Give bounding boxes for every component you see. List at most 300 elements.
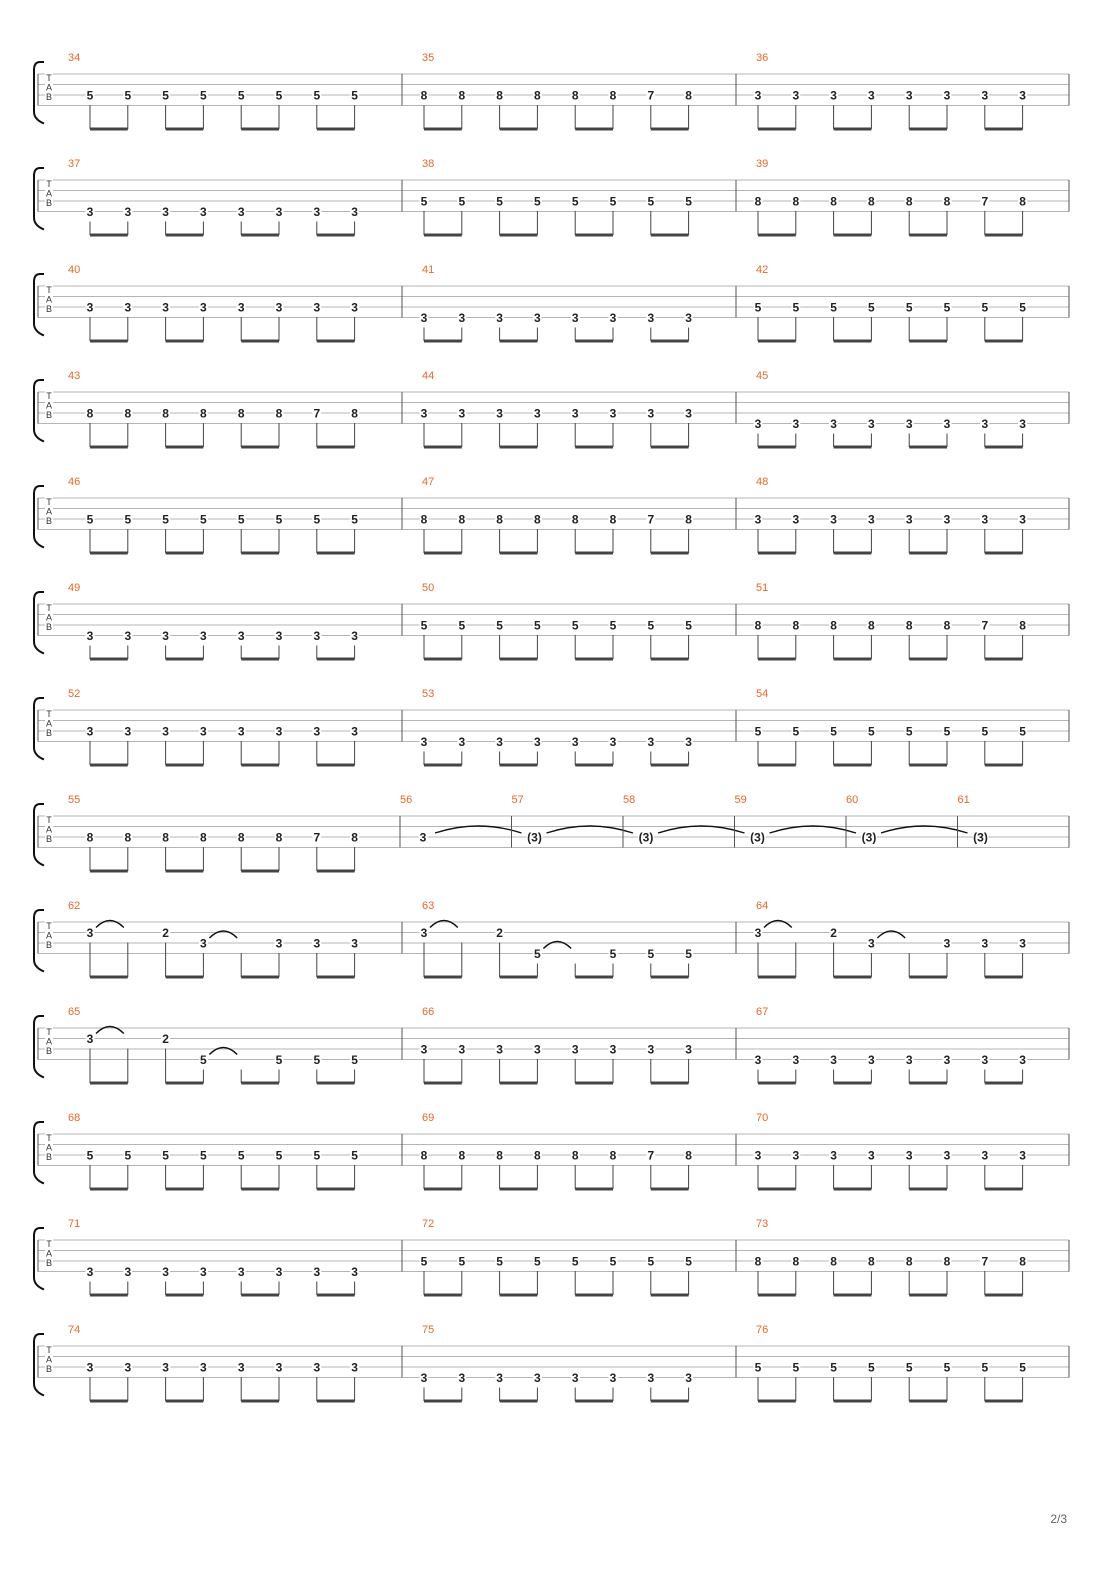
fret-number: 5 <box>534 618 541 633</box>
fret-number: 5 <box>868 300 875 315</box>
system-bracket <box>34 1334 44 1396</box>
fret-number: 5 <box>905 1360 913 1375</box>
fret-number: 7 <box>647 1148 655 1163</box>
fret-number: 5 <box>647 618 655 633</box>
tab-clef-letter: T <box>46 1345 52 1355</box>
fret-number: 8 <box>237 406 245 421</box>
fret-number: 8 <box>534 1148 541 1163</box>
fret-number: 3 <box>647 311 655 325</box>
fret-number: 3 <box>868 936 875 951</box>
fret-number: 3 <box>1019 417 1026 431</box>
fret-number: 3 <box>237 205 245 219</box>
fret-number: 3 <box>1019 1148 1026 1163</box>
tab-clef-letter: A <box>45 824 53 835</box>
fret-number: 3 <box>162 205 169 219</box>
fret-number: 7 <box>647 88 655 103</box>
measure-number: 59 <box>734 794 747 806</box>
fret-number: 8 <box>1019 618 1026 633</box>
fret-number: 8 <box>162 830 169 845</box>
fret-number: 8 <box>420 88 428 103</box>
fret-number: 3 <box>981 88 989 103</box>
fret-number: 3 <box>571 406 579 421</box>
fret-number: 5 <box>647 947 655 961</box>
fret-number: 3 <box>200 300 207 315</box>
measure-number: 60 <box>846 794 859 806</box>
fret-number: 3 <box>458 1042 466 1057</box>
fret-number: 5 <box>351 1053 358 1067</box>
tab-clef-letter: A <box>45 506 53 517</box>
tab-clef-letter: B <box>45 1046 53 1056</box>
measure-number: 38 <box>422 158 435 170</box>
fret-number: 5 <box>351 512 358 527</box>
fret-number: 8 <box>943 194 951 209</box>
fret-number: 8 <box>905 194 913 209</box>
fret-number: 8 <box>830 1254 837 1269</box>
fret-number: 8 <box>86 406 94 421</box>
fret-number: 3 <box>647 406 655 421</box>
fret-number: 3 <box>868 1053 875 1067</box>
fret-number: 3 <box>313 629 321 643</box>
fret-number: 3 <box>905 417 913 431</box>
measure-number: 36 <box>756 52 769 64</box>
fret-number: 7 <box>981 618 989 633</box>
fret-number: 3 <box>313 936 321 951</box>
measure-number: 34 <box>68 52 81 64</box>
tab-clef-letter: T <box>46 285 52 295</box>
fret-number: 5 <box>609 947 617 961</box>
fret-number: 8 <box>237 830 245 845</box>
fret-number: 2 <box>830 926 837 940</box>
fret-number: 3 <box>420 735 428 749</box>
fret-number: 7 <box>981 1254 989 1269</box>
fret-number: 8 <box>943 618 951 633</box>
fret-number: 3 <box>275 205 283 219</box>
fret-number: 3 <box>237 724 245 739</box>
tab-system <box>34 1324 1069 1401</box>
fret-number: 8 <box>534 88 541 103</box>
fret-number: 3 <box>981 417 989 431</box>
fret-number: 8 <box>571 88 579 103</box>
tab-system <box>34 1006 1069 1083</box>
fret-number: 5 <box>754 300 762 315</box>
measure-number: 75 <box>422 1324 435 1336</box>
fret-number: 5 <box>237 512 245 527</box>
fret-number: 3 <box>200 1360 207 1375</box>
fret-number: 8 <box>609 1148 617 1163</box>
fret-number: 8 <box>792 618 800 633</box>
fret-number: 8 <box>792 1254 800 1269</box>
fret-number: 3 <box>685 1371 692 1385</box>
tab-clef-letter: B <box>45 516 53 526</box>
fret-number: 3 <box>496 406 503 421</box>
tab-clef-letter: T <box>46 1133 52 1143</box>
system-bracket <box>34 62 44 124</box>
fret-number: 3 <box>420 1042 428 1057</box>
fret-number: 5 <box>124 1148 132 1163</box>
fret-number: 3 <box>754 88 762 103</box>
tab-clef-letter: A <box>45 400 53 411</box>
fret-number: 5 <box>685 618 692 633</box>
fret-number: 5 <box>124 512 132 527</box>
fret-number: 5 <box>313 88 321 103</box>
tie-arc <box>435 826 522 833</box>
tab-system <box>34 1218 1069 1295</box>
measure-number: 63 <box>422 900 435 912</box>
fret-number: 3 <box>534 735 541 749</box>
measure-number: 55 <box>68 794 81 806</box>
fret-number: 3 <box>351 936 358 951</box>
tab-clef-letter: B <box>45 1364 53 1374</box>
measure-number: 62 <box>68 900 81 912</box>
fret-number: 5 <box>458 618 466 633</box>
tie-arc <box>881 826 968 833</box>
fret-number: 3 <box>351 629 358 643</box>
measure-number: 44 <box>422 370 435 382</box>
measure-number: 50 <box>422 582 435 594</box>
measure-number: 40 <box>68 264 81 276</box>
fret-number: 3 <box>943 88 951 103</box>
fret-number: 8 <box>420 1148 428 1163</box>
fret-number: 3 <box>200 629 207 643</box>
fret-number: 8 <box>351 830 358 845</box>
fret-number: 3 <box>754 926 762 940</box>
fret-number: 3 <box>943 1148 951 1163</box>
measure-number: 70 <box>756 1112 769 1124</box>
fret-number: 3 <box>313 300 321 315</box>
measure-number: 73 <box>756 1218 769 1230</box>
fret-number: 3 <box>86 629 94 643</box>
fret-number: 5 <box>981 300 989 315</box>
fret-number: 3 <box>647 1371 655 1385</box>
tab-clef-letter: T <box>46 921 52 931</box>
fret-number: 8 <box>420 512 428 527</box>
fret-number: 3 <box>275 936 283 951</box>
measure-number: 39 <box>756 158 769 170</box>
fret-number: 5 <box>1019 300 1026 315</box>
fret-number: 5 <box>200 512 207 527</box>
fret-number: 8 <box>200 406 207 421</box>
fret-number: 3 <box>1019 512 1026 527</box>
measure-number: 43 <box>68 370 81 382</box>
fret-number: 3 <box>200 1265 207 1279</box>
fret-number: 3 <box>754 1053 762 1067</box>
fret-number: 3 <box>313 724 321 739</box>
fret-number: 5 <box>571 1254 579 1269</box>
system-bracket <box>34 804 44 866</box>
fret-number: 3 <box>754 417 762 431</box>
fret-number: 3 <box>792 417 800 431</box>
fret-number: 5 <box>237 88 245 103</box>
fret-number: (3) <box>973 830 988 845</box>
fret-number: 5 <box>609 1254 617 1269</box>
system-bracket <box>34 1228 44 1290</box>
fret-number: 3 <box>609 1371 617 1385</box>
tab-system <box>34 900 1069 977</box>
tab-clef-letter: T <box>46 1027 52 1037</box>
measure-number: 65 <box>68 1006 81 1018</box>
fret-number: 8 <box>496 1148 503 1163</box>
fret-number: 3 <box>124 724 132 739</box>
fret-number: 5 <box>685 194 692 209</box>
tab-system <box>34 582 1069 659</box>
fret-number: 3 <box>351 205 358 219</box>
fret-number: 3 <box>1019 88 1026 103</box>
fret-number: 3 <box>420 926 428 940</box>
tab-system <box>34 158 1069 235</box>
fret-number: (3) <box>527 830 542 845</box>
measure-number: 76 <box>756 1324 769 1336</box>
fret-number: 3 <box>86 300 94 315</box>
tab-clef-letter: B <box>45 1258 53 1268</box>
fret-number: (3) <box>861 830 877 845</box>
fret-number: 5 <box>905 724 913 739</box>
fret-number: 5 <box>86 512 94 527</box>
measure-number: 68 <box>68 1112 81 1124</box>
tab-clef-letter: B <box>45 940 53 950</box>
measure-number: 51 <box>756 582 769 594</box>
fret-number: 8 <box>275 406 283 421</box>
fret-number: 5 <box>609 194 617 209</box>
measure-number: 67 <box>756 1006 769 1018</box>
system-bracket <box>34 486 44 548</box>
measure-number: 37 <box>68 158 81 170</box>
fret-number: 3 <box>830 1053 837 1067</box>
system-bracket <box>34 698 44 760</box>
fret-number: 7 <box>313 406 321 421</box>
fret-number: 8 <box>609 512 617 527</box>
measure-number: 53 <box>422 688 435 700</box>
fret-number: 5 <box>685 947 692 961</box>
fret-number: 3 <box>981 512 989 527</box>
fret-number: 3 <box>351 300 358 315</box>
tab-clef-letter: B <box>45 198 53 208</box>
fret-number: 3 <box>571 735 579 749</box>
fret-number: 3 <box>647 735 655 749</box>
fret-number: 5 <box>1019 724 1026 739</box>
fret-number: 5 <box>420 1254 428 1269</box>
measure-number: 58 <box>623 794 636 806</box>
measure-number: 72 <box>422 1218 435 1230</box>
tab-clef-letter: T <box>46 179 52 189</box>
fret-number: 3 <box>792 1148 800 1163</box>
tab-clef-letter: T <box>46 497 52 507</box>
fret-number: 3 <box>868 1148 875 1163</box>
system-bracket <box>34 910 44 972</box>
tab-clef-letter: B <box>45 410 53 420</box>
fret-number: 3 <box>685 311 692 325</box>
fret-number: 8 <box>754 194 762 209</box>
fret-number: 5 <box>571 194 579 209</box>
fret-number: 5 <box>496 194 503 209</box>
fret-number: 3 <box>534 311 541 325</box>
tab-clef-letter: A <box>45 1036 53 1047</box>
tab-system <box>34 794 1069 871</box>
fret-number: 3 <box>124 629 132 643</box>
fret-number: 3 <box>830 512 837 527</box>
fret-number: 3 <box>981 936 989 951</box>
fret-number: 5 <box>313 1148 321 1163</box>
measure-number: 47 <box>422 476 435 488</box>
fret-number: 5 <box>943 1360 951 1375</box>
fret-number: 3 <box>647 1042 655 1057</box>
tab-clef-letter: A <box>45 188 53 199</box>
fret-number: 3 <box>458 1371 466 1385</box>
measure-number: 66 <box>422 1006 435 1018</box>
fret-number: 3 <box>905 512 913 527</box>
fret-number: 3 <box>943 936 951 951</box>
fret-number: 8 <box>1019 1254 1026 1269</box>
fret-number: 3 <box>86 1032 94 1046</box>
fret-number: (3) <box>750 830 765 845</box>
fret-number: 5 <box>420 194 428 209</box>
tab-clef-letter: B <box>45 622 53 632</box>
fret-number: 3 <box>754 1148 762 1163</box>
tab-clef-letter: B <box>45 1152 53 1162</box>
fret-number: 3 <box>685 406 692 421</box>
fret-number: 3 <box>275 724 283 739</box>
fret-number: 8 <box>685 88 692 103</box>
tab-clef-letter: T <box>46 391 52 401</box>
fret-number: 3 <box>124 205 132 219</box>
fret-number: 3 <box>943 1053 951 1067</box>
fret-number: 5 <box>754 1360 762 1375</box>
fret-number: 5 <box>200 1053 207 1067</box>
measure-number: 61 <box>957 794 970 806</box>
fret-number: 3 <box>162 629 169 643</box>
fret-number: 3 <box>420 406 428 421</box>
measure-number: 64 <box>756 900 769 912</box>
fret-number: 3 <box>458 311 466 325</box>
fret-number: 3 <box>792 1053 800 1067</box>
measure-number: 52 <box>68 688 81 700</box>
fret-number: 5 <box>868 1360 875 1375</box>
tie-arc <box>547 826 634 833</box>
fret-number: 3 <box>124 300 132 315</box>
fret-number: 3 <box>124 1265 132 1279</box>
tab-system <box>34 476 1069 553</box>
measure-number: 56 <box>400 794 413 806</box>
tab-system <box>34 370 1069 447</box>
fret-number: 3 <box>609 735 617 749</box>
fret-number: 5 <box>162 1148 169 1163</box>
tab-clef-letter: A <box>45 612 53 623</box>
fret-number: 5 <box>534 947 541 961</box>
fret-number: 8 <box>458 1148 466 1163</box>
fret-number: 5 <box>792 1360 800 1375</box>
fret-number: 5 <box>830 1360 837 1375</box>
fret-number: 7 <box>647 512 655 527</box>
fret-number: 5 <box>200 1148 207 1163</box>
page-number: 2/3 <box>1050 1512 1067 1526</box>
fret-number: 5 <box>275 88 283 103</box>
fret-number: 3 <box>124 1360 132 1375</box>
fret-number: 3 <box>496 1042 503 1057</box>
fret-number: 3 <box>685 735 692 749</box>
measure-number: 48 <box>756 476 769 488</box>
fret-number: 5 <box>124 88 132 103</box>
fret-number: 3 <box>162 1360 169 1375</box>
measure-number: 35 <box>422 52 435 64</box>
fret-number: 3 <box>237 1265 245 1279</box>
fret-number: 8 <box>124 830 132 845</box>
fret-number: 7 <box>313 830 321 845</box>
tab-system <box>34 1112 1069 1189</box>
fret-number: 8 <box>754 1254 762 1269</box>
fret-number: 3 <box>313 205 321 219</box>
fret-number: 3 <box>685 1042 692 1057</box>
measure-number: 74 <box>68 1324 81 1336</box>
fret-number: 3 <box>237 1360 245 1375</box>
fret-number: 5 <box>754 724 762 739</box>
measure-number: 45 <box>756 370 769 382</box>
fret-number: 3 <box>200 205 207 219</box>
fret-number: 3 <box>981 1148 989 1163</box>
fret-number: 3 <box>868 88 875 103</box>
fret-number: 5 <box>792 724 800 739</box>
measure-number: 69 <box>422 1112 435 1124</box>
fret-number: 8 <box>496 512 503 527</box>
fret-number: 7 <box>981 194 989 209</box>
tab-clef-letter: A <box>45 1354 53 1365</box>
fret-number: 3 <box>571 311 579 325</box>
fret-number: 5 <box>200 88 207 103</box>
fret-number: 3 <box>868 417 875 431</box>
fret-number: 5 <box>86 88 94 103</box>
fret-number: 5 <box>647 194 655 209</box>
fret-number: 3 <box>351 724 358 739</box>
fret-number: 8 <box>905 618 913 633</box>
fret-number: 3 <box>981 1053 989 1067</box>
fret-number: 5 <box>534 194 541 209</box>
fret-number: 5 <box>162 512 169 527</box>
tab-clef-letter: B <box>45 304 53 314</box>
fret-number: 3 <box>830 1148 837 1163</box>
fret-number: 5 <box>981 1360 989 1375</box>
fret-number: 8 <box>609 88 617 103</box>
fret-number: 5 <box>275 1053 283 1067</box>
fret-number: 8 <box>1019 194 1026 209</box>
fret-number: 3 <box>571 1042 579 1057</box>
fret-number: 8 <box>868 618 875 633</box>
tab-clef-letter: B <box>45 834 53 844</box>
fret-number: 3 <box>496 1371 503 1385</box>
tab-clef-letter: B <box>45 728 53 738</box>
fret-number: 8 <box>868 194 875 209</box>
fret-number: 8 <box>351 406 358 421</box>
tab-clef-letter: T <box>46 709 52 719</box>
fret-number: 5 <box>313 1053 321 1067</box>
fret-number: 5 <box>496 618 503 633</box>
fret-number: 8 <box>943 1254 951 1269</box>
fret-number: 5 <box>981 724 989 739</box>
fret-number: 3 <box>830 88 837 103</box>
fret-number: 3 <box>534 1042 541 1057</box>
fret-number: 5 <box>162 88 169 103</box>
fret-number: 5 <box>647 1254 655 1269</box>
fret-number: 8 <box>496 88 503 103</box>
fret-number: 5 <box>609 618 617 633</box>
fret-number: 8 <box>571 1148 579 1163</box>
fret-number: 3 <box>609 311 617 325</box>
fret-number: 8 <box>162 406 169 421</box>
fret-number: 3 <box>275 629 283 643</box>
tab-clef-letter: A <box>45 930 53 941</box>
fret-number: 5 <box>351 88 358 103</box>
fret-number: 8 <box>868 1254 875 1269</box>
fret-number: 5 <box>458 1254 466 1269</box>
measure-number: 42 <box>756 264 769 276</box>
fret-number: 3 <box>351 1360 358 1375</box>
